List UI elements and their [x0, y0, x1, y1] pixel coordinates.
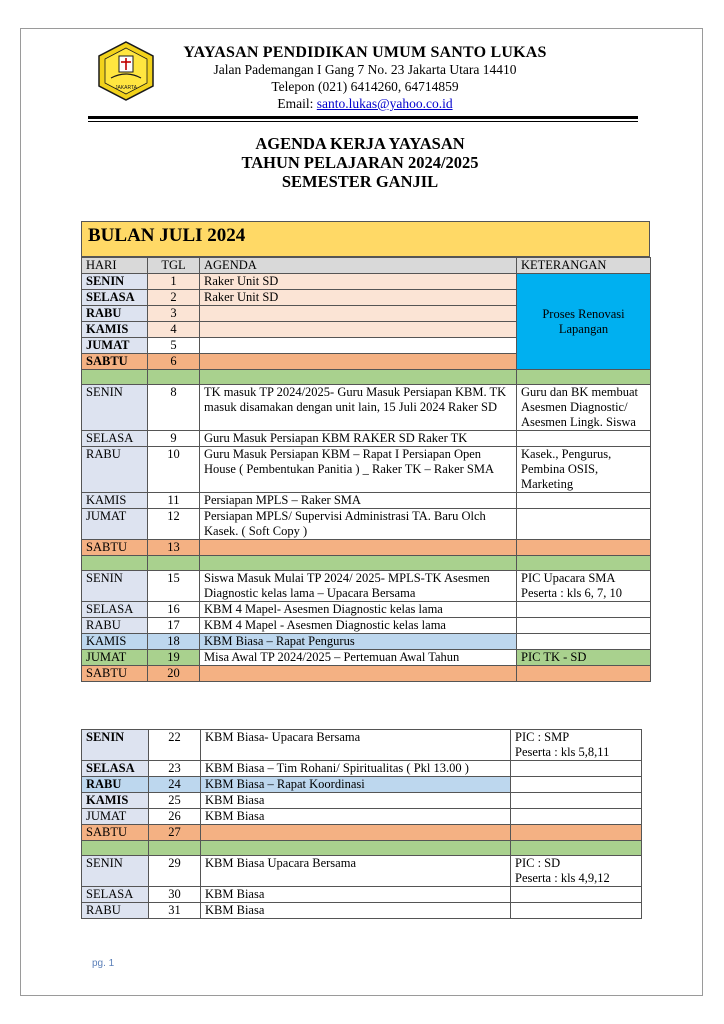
agenda-cell: KBM Biasa – Rapat Pengurus [200, 634, 517, 650]
note-cell: PIC Upacara SMA Peserta : kls 6, 7, 10 [517, 571, 651, 602]
agenda-cell: Guru Masuk Persiapan KBM – Rapat I Persiapan Open House ( Pembentukan Panitia ) _ Raker TK – Raker SMA [200, 447, 517, 493]
day-cell: SELASA [82, 290, 148, 306]
day-cell: SENIN [82, 274, 148, 290]
note-cell [517, 509, 651, 540]
note-cell [517, 666, 651, 682]
agenda-cell: Siswa Masuk Mulai TP 2024/ 2025- MPLS-TK Asesmen Diagnostic kelas lama – Upacara Bersama [200, 571, 517, 602]
note-line: Peserta : kls 4,9,12 [515, 871, 610, 885]
day-cell: JUMAT [82, 809, 149, 825]
col-header-keterangan: KETERANGAN [517, 258, 651, 274]
table-row [82, 856, 642, 887]
note-cell [517, 602, 651, 618]
agenda-cell [200, 354, 517, 370]
date-cell: 2 [148, 290, 200, 306]
org-email: Email: santo.lukas@yahoo.co.id [277, 96, 453, 111]
date-cell: 13 [148, 540, 200, 556]
day-cell: SENIN [82, 571, 148, 602]
agenda-cell [200, 540, 517, 556]
note-cell: PIC TK - SD [517, 650, 651, 666]
day-cell: RABU [82, 903, 149, 919]
table-row [82, 777, 642, 793]
date-cell: 23 [149, 761, 201, 777]
org-phone: Telepon (021) 6414260, 64714859 [271, 79, 459, 94]
table-row [82, 634, 651, 650]
day-cell: SENIN [82, 730, 149, 761]
week-separator [82, 370, 651, 385]
day-cell: JUMAT [82, 650, 148, 666]
note-cell [511, 809, 642, 825]
day-cell: JUMAT [82, 509, 148, 540]
agenda-cell [201, 825, 511, 841]
table-row [82, 431, 651, 447]
agenda-cell: Persiapan MPLS/ Supervisi Administrasi TA. Baru Olch Kasek. ( Soft Copy ) [200, 509, 517, 540]
date-cell: 22 [149, 730, 201, 761]
table-row [82, 509, 651, 540]
table-row [82, 666, 651, 682]
note-cell [511, 887, 642, 903]
agenda-cell: Raker Unit SD [200, 290, 517, 306]
date-cell: 29 [149, 856, 201, 887]
table-row [82, 540, 651, 556]
table-row [82, 809, 642, 825]
table-header [82, 258, 651, 274]
day-cell: SENIN [82, 385, 148, 431]
note-cell [517, 540, 651, 556]
agenda-cell: KBM Biasa- Upacara Bersama [201, 730, 511, 761]
date-cell: 6 [148, 354, 200, 370]
day-cell: SABTU [82, 825, 149, 841]
note-cell [511, 777, 642, 793]
agenda-cell: Persiapan MPLS – Raker SMA [200, 493, 517, 509]
agenda-cell: KBM 4 Mapel - Asesmen Diagnostic kelas lama [200, 618, 517, 634]
day-cell: SELASA [82, 887, 149, 903]
note-cell [511, 825, 642, 841]
table-row [82, 493, 651, 509]
month-title: BULAN JULI 2024 [88, 225, 246, 246]
col-header-tgl: TGL [148, 258, 200, 274]
agenda-cell: KBM Biasa [201, 809, 511, 825]
date-cell: 27 [149, 825, 201, 841]
col-header-agenda: AGENDA [200, 258, 517, 274]
page-number: pg. 1 [92, 958, 115, 969]
agenda-cell: Guru Masuk Persiapan KBM RAKER SD Raker TK [200, 431, 517, 447]
date-cell: 12 [148, 509, 200, 540]
agenda-cell: KBM Biasa – Rapat Koordinasi [201, 777, 511, 793]
week-separator [82, 841, 642, 856]
table-row [82, 274, 651, 290]
agenda-cell: KBM Biasa [201, 793, 511, 809]
table-row [82, 887, 642, 903]
date-cell: 18 [148, 634, 200, 650]
agenda-cell: TK masuk TP 2024/2025- Guru Masuk Persiapan KBM. TK masuk disamakan dengan unit lain, 15 Juli 2024 Raker SD [200, 385, 517, 431]
note-line: PIC : SMP [515, 730, 570, 744]
table-row [82, 903, 642, 919]
table-row [82, 447, 651, 493]
day-cell: RABU [82, 447, 148, 493]
email-link[interactable]: santo.lukas@yahoo.co.id [316, 96, 453, 111]
col-header-hari: HARI [82, 258, 148, 274]
org-header [160, 44, 570, 112]
note-line: Peserta : kls 5,8,11 [515, 745, 610, 759]
week-separator [82, 556, 651, 571]
date-cell: 11 [148, 493, 200, 509]
table-row [82, 793, 642, 809]
date-cell: 31 [149, 903, 201, 919]
date-cell: 4 [148, 322, 200, 338]
agenda-cell: Misa Awal TP 2024/2025 – Pertemuan Awal Tahun [200, 650, 517, 666]
table-row [82, 618, 651, 634]
svg-text:JAKARTA: JAKARTA [114, 85, 138, 91]
table-row [82, 825, 642, 841]
table-row [82, 571, 651, 602]
note-cell [511, 856, 642, 887]
agenda-table-1 [81, 257, 651, 682]
date-cell: 1 [148, 274, 200, 290]
agenda-cell [200, 338, 517, 354]
org-address: Jalan Pademangan I Gang 7 No. 23 Jakarta Utara 14410 [213, 62, 517, 77]
agenda-cell: KBM Biasa [201, 903, 511, 919]
day-cell: SELASA [82, 602, 148, 618]
date-cell: 30 [149, 887, 201, 903]
date-cell: 20 [148, 666, 200, 682]
agenda-cell [200, 322, 517, 338]
table-row [82, 602, 651, 618]
note-cell [511, 761, 642, 777]
date-cell: 19 [148, 650, 200, 666]
table-row [82, 761, 642, 777]
note-cell [517, 431, 651, 447]
table-row [82, 730, 642, 761]
header-rule-thick [88, 116, 638, 119]
agenda-cell [200, 306, 517, 322]
date-cell: 5 [148, 338, 200, 354]
agenda-cell: KBM Biasa Upacara Bersama [201, 856, 511, 887]
day-cell: KAMIS [82, 493, 148, 509]
day-cell: SELASA [82, 431, 148, 447]
org-name: YAYASAN PENDIDIKAN UMUM SANTO LUKAS [183, 44, 547, 61]
date-cell: 25 [149, 793, 201, 809]
day-cell: KAMIS [82, 322, 148, 338]
agenda-cell: KBM 4 Mapel- Asesmen Diagnostic kelas lama [200, 602, 517, 618]
date-cell: 9 [148, 431, 200, 447]
day-cell: RABU [82, 306, 148, 322]
agenda-cell: Raker Unit SD [200, 274, 517, 290]
title-line-2: TAHUN PELAJARAN 2024/2025 [241, 153, 479, 172]
note-cell [517, 618, 651, 634]
table-row [82, 385, 651, 431]
day-cell: SABTU [82, 666, 148, 682]
note-cell [517, 634, 651, 650]
month-banner [81, 221, 650, 257]
day-cell: SENIN [82, 856, 149, 887]
date-cell: 26 [149, 809, 201, 825]
date-cell: 16 [148, 602, 200, 618]
title-line-3: SEMESTER GANJIL [281, 172, 439, 191]
day-cell: RABU [82, 777, 149, 793]
date-cell: 17 [148, 618, 200, 634]
yayasan-logo [95, 40, 157, 102]
table-row [82, 650, 651, 666]
agenda-cell: KBM Biasa – Tim Rohani/ Spiritualitas ( Pkl 13.00 ) [201, 761, 511, 777]
day-cell: RABU [82, 618, 148, 634]
day-cell: SABTU [82, 354, 148, 370]
document-title [150, 134, 570, 191]
date-cell: 3 [148, 306, 200, 322]
note-cell [511, 903, 642, 919]
day-cell: KAMIS [82, 793, 149, 809]
date-cell: 15 [148, 571, 200, 602]
agenda-table-2 [81, 729, 642, 919]
note-cell: Proses Renovasi Lapangan [517, 274, 651, 370]
title-line-1: AGENDA KERJA YAYASAN [255, 134, 465, 153]
date-cell: 8 [148, 385, 200, 431]
note-cell: Guru dan BK membuat Asesmen Diagnostic/ Asesmen Lingk. Siswa [517, 385, 651, 431]
note-cell [511, 793, 642, 809]
note-cell: Kasek., Pengurus, Pembina OSIS, Marketing [517, 447, 651, 493]
day-cell: SELASA [82, 761, 149, 777]
header-rule-thin [88, 121, 638, 122]
agenda-cell: KBM Biasa [201, 887, 511, 903]
day-cell: SABTU [82, 540, 148, 556]
date-cell: 24 [149, 777, 201, 793]
note-line: PIC : SD [515, 856, 561, 870]
date-cell: 10 [148, 447, 200, 493]
note-cell [511, 730, 642, 761]
day-cell: JUMAT [82, 338, 148, 354]
agenda-cell [200, 666, 517, 682]
note-cell [517, 493, 651, 509]
day-cell: KAMIS [82, 634, 148, 650]
